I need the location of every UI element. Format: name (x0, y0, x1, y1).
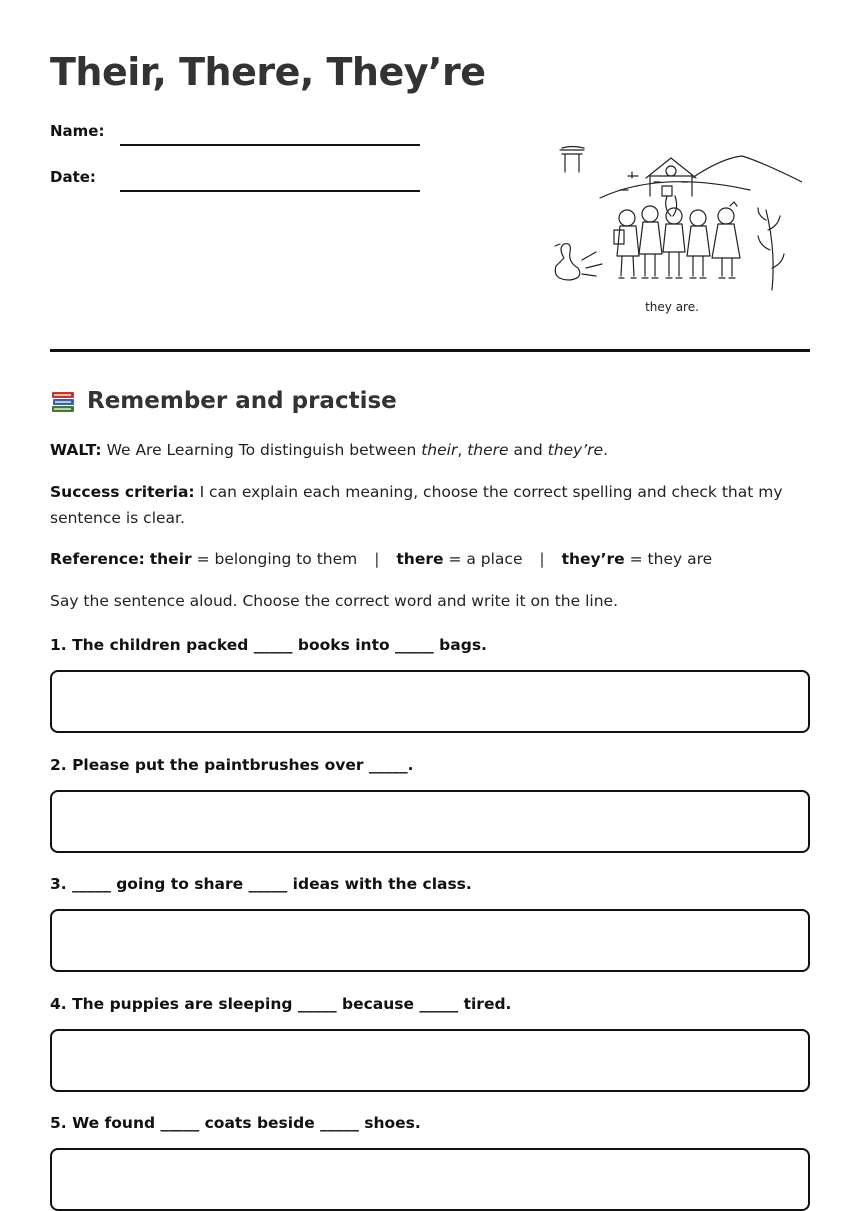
question-text: 4. The puppies are sleeping _____ because _____ tired. (50, 995, 512, 1013)
walt-and: and (513, 441, 543, 459)
question-3 (50, 872, 810, 972)
section-heading-text: Remember and practise (87, 388, 397, 414)
name-line[interactable] (120, 144, 420, 146)
success-label: Success criteria: (50, 483, 195, 501)
walt-label: WALT: (50, 441, 102, 459)
answer-box[interactable] (50, 1029, 810, 1092)
reference-meaning-their: = belonging to them (196, 550, 358, 568)
reference-separator: | (539, 550, 545, 568)
answer-box[interactable] (50, 909, 810, 972)
success-criteria (50, 479, 810, 531)
date-line[interactable] (120, 190, 420, 192)
walt-word-theyre: they’re (547, 441, 604, 459)
page-title: Their, There, They’re (50, 50, 486, 94)
section-heading (50, 388, 397, 414)
children-illustration (542, 140, 802, 320)
instruction: Say the sentence aloud. Choose the correct word and write it on the line. (50, 592, 618, 610)
question-5 (50, 1111, 810, 1211)
date-field[interactable] (50, 162, 430, 192)
question-1 (50, 633, 810, 733)
walt-end: . (603, 441, 609, 459)
name-label: Name: (50, 122, 105, 140)
walt-comma: , (457, 441, 463, 459)
reference-label: Reference: (50, 550, 145, 568)
reference-word-there: there (396, 550, 444, 568)
date-label: Date: (50, 168, 96, 186)
reference-line (50, 546, 810, 572)
answer-box[interactable] (50, 670, 810, 733)
reference-word-their: their (149, 550, 192, 568)
reference-word-theyre: they’re (561, 550, 625, 568)
illustration-caption: they are. (645, 300, 699, 314)
walt-word-there: there (467, 441, 509, 459)
reference-meaning-there: = a place (448, 550, 523, 568)
question-2 (50, 753, 810, 853)
books-icon (50, 388, 78, 414)
answer-box[interactable] (50, 1148, 810, 1211)
question-text: 3. _____ going to share _____ ideas with the class. (50, 875, 472, 893)
success-text: I can explain each meaning, choose the correct spelling and check that my sentence is clear. (50, 483, 783, 527)
name-field[interactable] (50, 116, 430, 146)
question-text: 1. The children packed _____ books into _____ bags. (50, 636, 487, 654)
walt-word-their: their (421, 441, 458, 459)
school-children-drawing (542, 140, 802, 308)
answer-box[interactable] (50, 790, 810, 853)
walt-statement (50, 437, 810, 463)
question-text: 2. Please put the paintbrushes over _____. (50, 756, 414, 774)
divider (50, 349, 810, 352)
reference-separator: | (374, 550, 380, 568)
walt-text: We Are Learning To distinguish between (106, 441, 417, 459)
question-4 (50, 992, 810, 1092)
reference-meaning-theyre: = they are (629, 550, 713, 568)
question-text: 5. We found _____ coats beside _____ shoes. (50, 1114, 421, 1132)
